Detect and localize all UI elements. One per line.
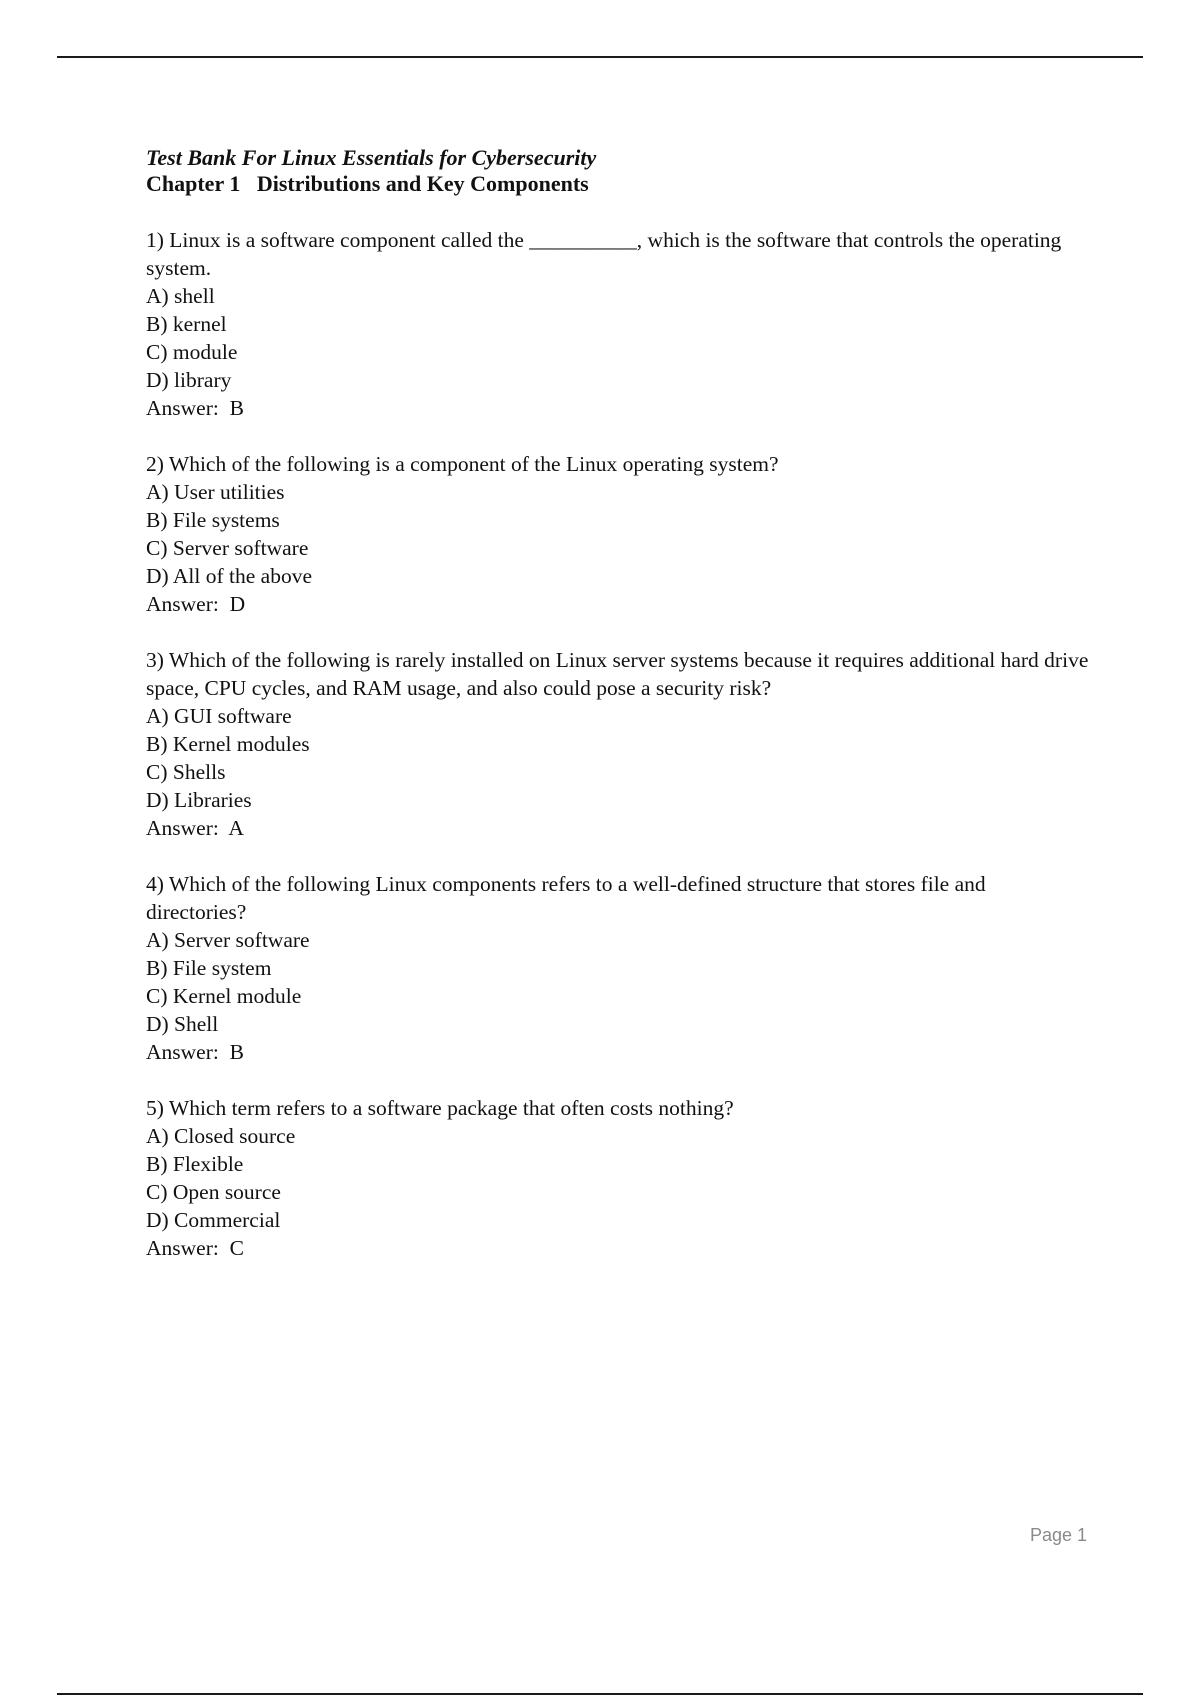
option-a: A) shell bbox=[146, 284, 215, 308]
option-c: C) Server software bbox=[146, 536, 309, 560]
option-a: A) Closed source bbox=[146, 1124, 296, 1148]
question-text: 5) Which term refers to a software package that often costs nothing? bbox=[146, 1096, 734, 1120]
answer: Answer: A bbox=[146, 816, 244, 840]
top-rule bbox=[57, 56, 1143, 58]
page-number: Page 1 bbox=[1029, 1525, 1087, 1545]
option-b: B) Kernel modules bbox=[146, 732, 310, 756]
option-a: A) Server software bbox=[146, 928, 310, 952]
option-d: D) Commercial bbox=[146, 1208, 281, 1232]
document-title: Test Bank For Linux Essentials for Cybersecurity bbox=[146, 145, 597, 170]
question-3 bbox=[146, 646, 1091, 842]
question-text: 2) Which of the following is a component of the Linux operating system? bbox=[146, 452, 779, 476]
answer: Answer: B bbox=[146, 1040, 244, 1064]
answer: Answer: B bbox=[146, 396, 244, 420]
bottom-rule bbox=[57, 1693, 1143, 1695]
question-2 bbox=[146, 450, 1091, 618]
option-c: C) Kernel module bbox=[146, 984, 302, 1008]
question-4 bbox=[146, 870, 1091, 1066]
question-1 bbox=[146, 226, 1091, 422]
question-text: 3) Which of the following is rarely installed on Linux server systems because it requires additional hard drive space, CPU cycles, and RAM usage, and also could pose a security risk? bbox=[146, 648, 1089, 700]
option-d: D) library bbox=[146, 368, 232, 392]
option-b: B) kernel bbox=[146, 312, 227, 336]
option-d: D) Libraries bbox=[146, 788, 252, 812]
option-b: B) File system bbox=[146, 956, 272, 980]
answer: Answer: D bbox=[146, 592, 246, 616]
answer: Answer: C bbox=[146, 1236, 244, 1260]
chapter-heading: Chapter 1 Distributions and Key Components bbox=[146, 171, 589, 196]
option-d: D) Shell bbox=[146, 1012, 219, 1036]
option-c: C) module bbox=[146, 340, 238, 364]
option-a: A) User utilities bbox=[146, 480, 285, 504]
option-c: C) Open source bbox=[146, 1180, 281, 1204]
document-body bbox=[146, 145, 1091, 1262]
option-b: B) File systems bbox=[146, 508, 280, 532]
question-text: 4) Which of the following Linux components refers to a well-defined structure that stores file and directories? bbox=[146, 872, 986, 924]
option-d: D) All of the above bbox=[146, 564, 312, 588]
option-a: A) GUI software bbox=[146, 704, 292, 728]
question-5 bbox=[146, 1094, 1091, 1262]
question-text: 1) Linux is a software component called the __________, which is the software that controls the operating system. bbox=[146, 228, 1062, 280]
option-b: B) Flexible bbox=[146, 1152, 244, 1176]
option-c: C) Shells bbox=[146, 760, 226, 784]
